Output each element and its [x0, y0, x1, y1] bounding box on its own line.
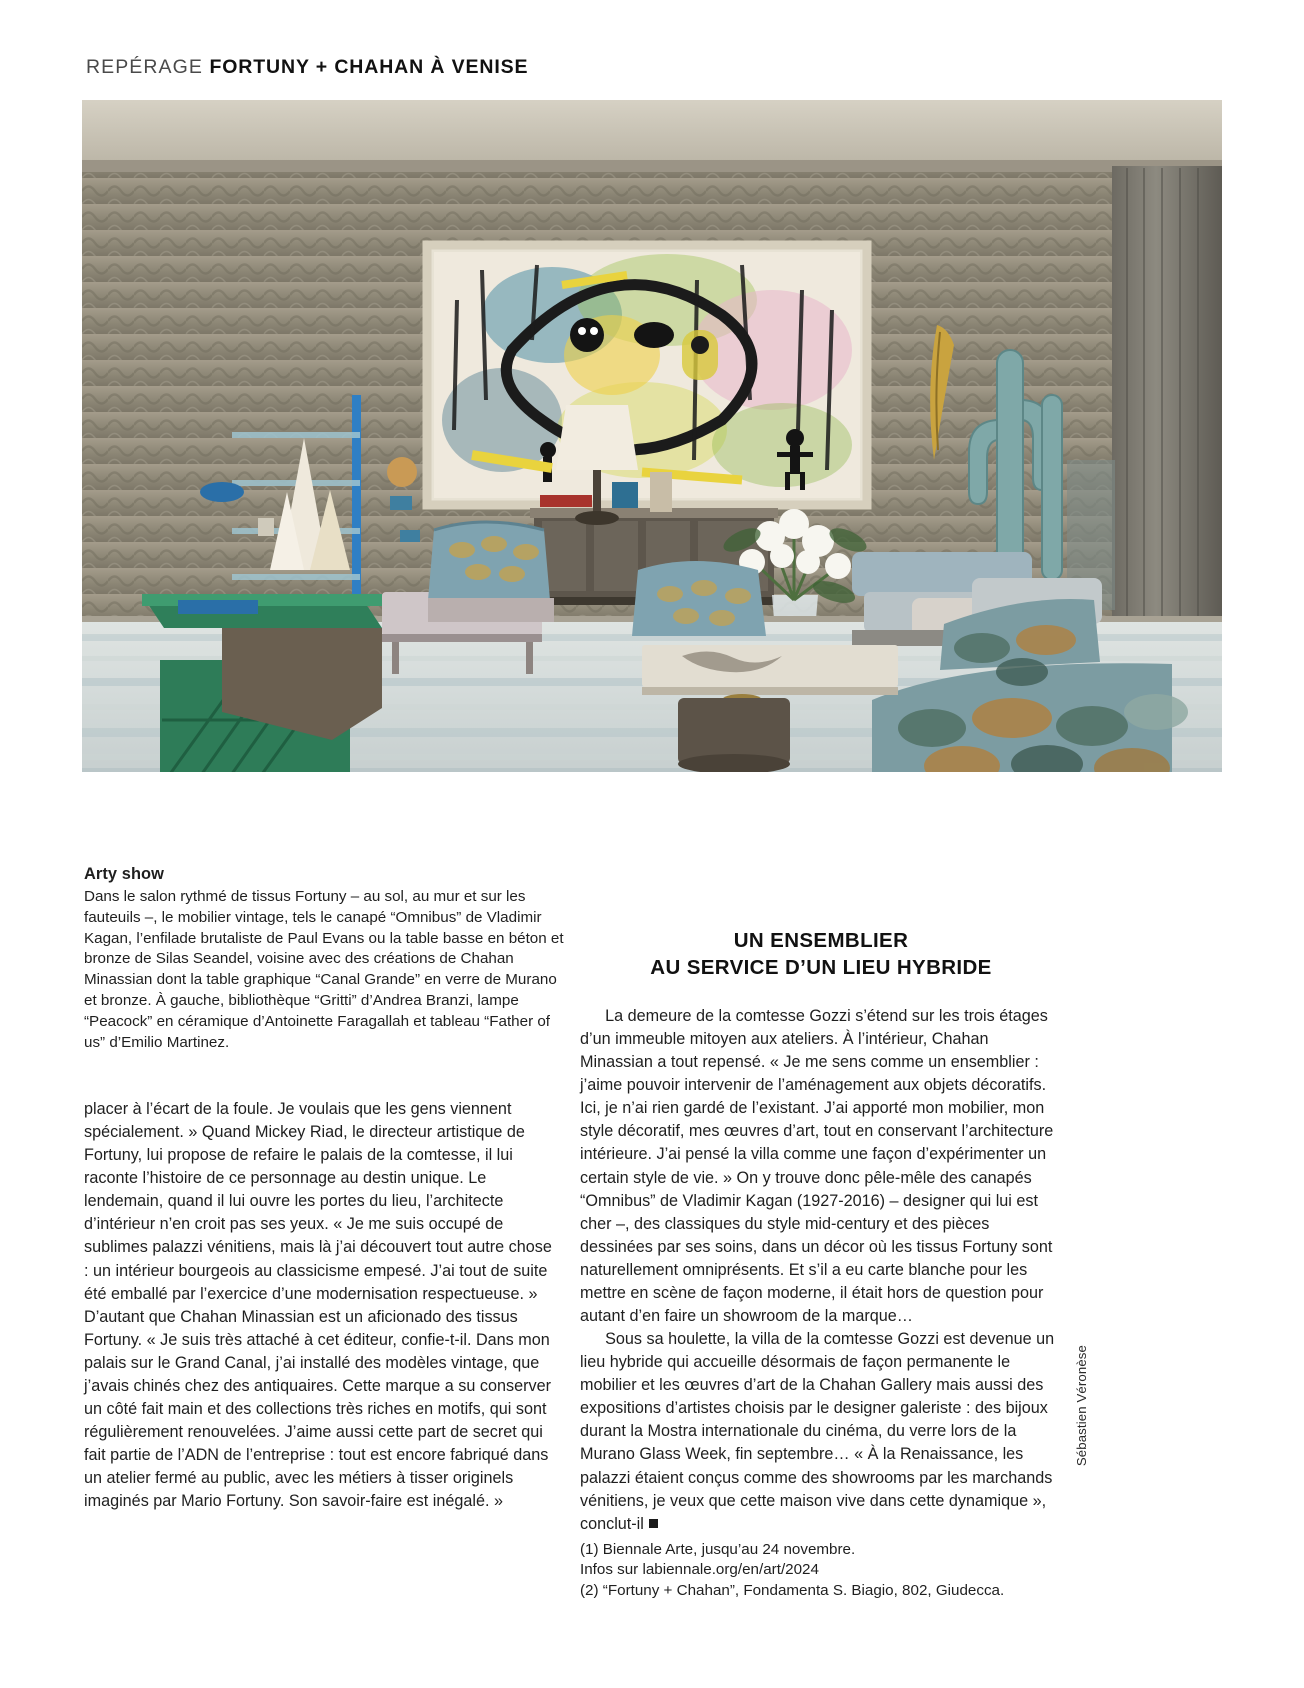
section-heading [580, 927, 1062, 982]
note-2: Infos sur labiennale.org/en/art/2024 [580, 1561, 819, 1579]
right-column-paragraph-1: La demeure de la comtesse Gozzi s’étend sur les trois étages d’un immeuble mitoyen aux ateliers. À l’intérieur, Chahan Minassian a tout repensé. « Je me sens comme un ensemblier : j’aime pouvoir intervenir de l’aménagement aux objets décoratifs. Ici, je n’ai rien gardé de l’existant. J’ai apporté mon mobilier, mon style décoratif, mes œuvres d’art, tout en conservant l’architecture intérieure. J’ai pensé la villa comme une façon d’expérimenter un certain style de vie. » On y trouve donc pêle-mêle des canapés “Omnibus” de Vladimir Kagan (1927-2016) – designer qui lui est cher –, des classiques du style mid-century et des pièces dessinées par ses soins, dans un décor où les tissus Fortuny sont naturellement omniprésents. Et s’il a eu carte blanche pour les mettre en scène de façon moderne, il était hors de question pour autant d’en faire un showroom de la marque… [580, 1007, 1054, 1326]
left-column-text: placer à l’écart de la foule. Je voulais que les gens viennent spécialement. » Quand Mickey Riad, le directeur artistique de Fortuny, lui propose de refaire le palais de la comtesse, il lui raconte l’histoire de ce personnage au destin unique. Le lendemain, quand il lui ouvre les portes du lieu, l’architecte d’intérieur n’en croit pas ses yeux. « Je me suis occupé de sublimes palazzi vénitiens, mais là j’ai découvert tout autre chose : un intérieur bourgeois au classicisme empesé. J’ai tout de suite été emballé par l’exercice d’une modernisation respectueuse. » D’autant que Chahan Minassian est un aficionado des tissus Fortuny. « Je suis très attaché à cet éditeur, confie-t-il. Dans mon palais sur le Grand Canal, j’ai installé des modèles vintage, que j’avais chinés chez des antiquaires. Cette marque a su conserver un côté fait main et des collections très riches en motifs, qui sont régulièrement renouvelées. J’aime aussi cette part de secret qui fait partie de l’ADN de l’entreprise : tout est encore fabriqué dans un atelier fermé au public, avec les métiers à tisser originels imaginés par Mario Fortuny. Son savoir-faire est inégalé. » [84, 1100, 552, 1511]
article-right-column [580, 1005, 1062, 1536]
end-mark-icon [649, 1519, 658, 1528]
article-left-column [84, 1098, 556, 1513]
header-kicker: REPÉRAGE [86, 56, 203, 78]
photo-credit: Sébastien Véronèse [1074, 1345, 1089, 1467]
section-heading-line-2: AU SERVICE D’UN LIEU HYBRIDE [650, 956, 992, 980]
article-notes [580, 1540, 1070, 1601]
right-column-paragraph-2 [580, 1328, 1062, 1536]
page-header [86, 56, 528, 79]
note-3: (2) “Fortuny + Chahan”, Fondamenta S. Biagio, 802, Giudecca. [580, 1581, 1005, 1599]
page-title: FORTUNY + CHAHAN À VENISE [209, 56, 529, 78]
note-1: (1) Biennale Arte, jusqu’au 24 novembre. [580, 1541, 856, 1558]
photo-caption [84, 863, 566, 1054]
hero-photo [82, 100, 1222, 772]
right-column-paragraph-2-text: Sous sa houlette, la villa de la comtesse Gozzi est devenue un lieu hybride qui accueille désormais de façon permanente le mobilier et les œuvres d’art de la Chahan Gallery mais aussi des expositions d’artistes choisis par le designer galeriste : des bijoux durant la Mostra internationale du cinéma, du verre lors de la Murano Glass Week, fin septembre… « À la Renaissance, les palazzi étaient conçus comme des showrooms par les marchands vénitiens, je veux que cette maison vive dans cette dynamique », conclut-il [580, 1330, 1055, 1533]
section-heading-line-1: UN ENSEMBLIER [733, 929, 909, 952]
hero-photo-illustration [82, 100, 1222, 772]
caption-title: Arty show [84, 865, 164, 883]
caption-body: Dans le salon rythmé de tissus Fortuny – au sol, au mur et sur les fauteuils –, le mobilier vintage, tels le canapé “Omnibus” de Vladimir Kagan, l’enfilade brutaliste de Paul Evans ou la table basse en béton et bronze de Silas Seandel, voisine avec des créations de Chahan Minassian dont la table graphique “Canal Grande” en verre de Murano et bronze. À gauche, bibliothèque “Gritti” d’Andrea Branzi, lampe “Peacock” en céramique d’Antoinette Faragallah et tableau “Father of us” d’Emilio Martinez. [84, 887, 564, 1051]
